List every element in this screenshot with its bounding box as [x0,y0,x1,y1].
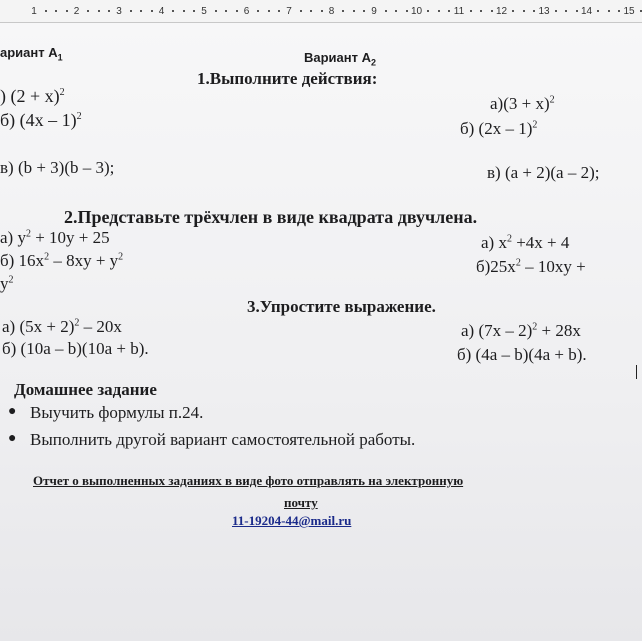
ruler-number: 13 [538,6,550,17]
ruler-tick-mark [576,10,578,12]
ruler-tick-mark [491,10,493,12]
ruler-tick-mark [555,10,557,12]
ruler-tick-mark [215,10,217,12]
ruler-tick-mark [608,10,610,12]
ruler-tick-mark [427,10,429,12]
ruler-tick-mark [257,10,259,12]
task2-title: 2.Представьте трёхчлен в виде квадрата двучлена. [64,207,478,227]
task3-left-b: б) (10a – b)(10a + b). [2,339,149,358]
ruler-tick-mark [87,10,89,12]
ruler-number: 8 [328,6,335,17]
ruler-tick-mark [385,10,387,12]
task3-left-a: а) $(5x + 2)^2 - 20x$ [2,317,122,336]
bullet-icon: ● [8,404,17,419]
ruler-tick-mark [533,10,535,12]
task3-right-a: а) (7x – 2)$^2$ + 28x [461,321,581,340]
ruler-tick-mark [395,10,397,12]
ruler-number: 4 [158,6,165,17]
ruler-number: 2 [73,6,80,17]
ruler-tick-mark [640,10,642,12]
task2-right-a: а) $x^2 +4x + 4$ [481,233,570,252]
ruler-tick-mark [406,10,408,12]
task3-right-b: б) (4a – b)(4a + b). [457,345,587,364]
bullet-icon: ● [8,431,17,446]
ruler-tick-mark [268,10,270,12]
email-link[interactable]: 11-19204-44@mail.ru [232,513,352,528]
text-cursor-icon [636,365,637,379]
ruler-tick-mark [183,10,185,12]
ruler-tick-mark [98,10,100,12]
document-page[interactable] [0,23,642,641]
ruler-number: 9 [371,6,377,17]
ruler-tick-mark [172,10,174,12]
task1-title: 1.Выполните действия: [197,69,378,88]
homework-title: Домашнее задание [14,380,157,399]
ruler-tick-mark [438,10,440,12]
ruler-number: 3 [116,6,122,17]
ruler-number: 11 [453,6,465,17]
ruler-tick-mark [321,10,323,12]
task1-right-b: б) (2x – 1)$^2$ [460,119,538,138]
ruler-number: 14 [580,6,593,17]
ruler-tick-mark [565,10,567,12]
ruler-tick-mark [225,10,227,12]
ruler-tick-mark [363,10,365,12]
task1-left-b: б) (4x – 1)$^2$ [0,110,82,130]
ruler-tick-mark [470,10,472,12]
homework-item-1: Выучить формулы п.24. [30,403,204,422]
ruler-tick-mark [140,10,142,12]
task2-left-c: $y^2$ [0,274,14,293]
ruler-tick-mark [342,10,344,12]
ruler-tick-mark [151,10,153,12]
task1-right-a: $а)(3 + x)^2$ [490,94,555,113]
homework-item-2: Выполнить другой вариант самостоятельной работы. [30,430,416,449]
ruler-number: 1 [31,6,37,17]
ruler-tick-mark [300,10,302,12]
task2-left-b: б) $16x^2 - 8xy + y^2$ [0,251,124,270]
variant-a1-heading: ариант $А_1$ [0,45,63,63]
ruler-number: 7 [286,6,292,17]
ruler-tick-mark [480,10,482,12]
ruler-number: 6 [243,6,250,17]
footer-line1: Отчет о выполненных заданиях в виде фото отправлять на электронную [33,473,464,488]
ruler-tick-mark [523,10,525,12]
task2-left-a: а) $y^2 + 10y + 25$ [0,228,110,247]
ruler-number: 10 [410,6,423,17]
ruler-number: 5 [201,6,207,17]
task1-left-v: в) (b + 3)(b – 3); [0,158,115,177]
task3-title: 3.Упростите выражение. [247,297,436,316]
footer-line2: почту [284,495,318,510]
task2-right-b: $б)25x^2 - 10xy$ + [476,257,586,276]
ruler-number: 12 [495,6,508,17]
ruler-tick-mark [193,10,195,12]
variant-a2-heading: Вариант $А_2$ [304,50,377,68]
task1-left-a: ) $(2 + x)^2$ [0,86,65,106]
ruler-tick-mark [310,10,312,12]
ruler-tick-mark [353,10,355,12]
ruler-tick-mark [278,10,280,12]
task1-right-v: в) (a + 2)(a – 2); [487,163,600,182]
ruler-tick-mark [448,10,450,12]
ruler-tick-mark [597,10,599,12]
ruler-tick-mark [236,10,238,12]
ruler-number: 15 [623,6,635,17]
ruler-tick-mark [512,10,514,12]
ruler-tick-mark [618,10,620,12]
ruler-tick-mark [55,10,57,12]
ruler-tick-mark [108,10,110,12]
ruler-tick-mark [45,10,47,12]
ruler-tick-mark [130,10,132,12]
ruler-tick-mark [66,10,68,12]
horizontal-ruler[interactable] [0,0,642,23]
